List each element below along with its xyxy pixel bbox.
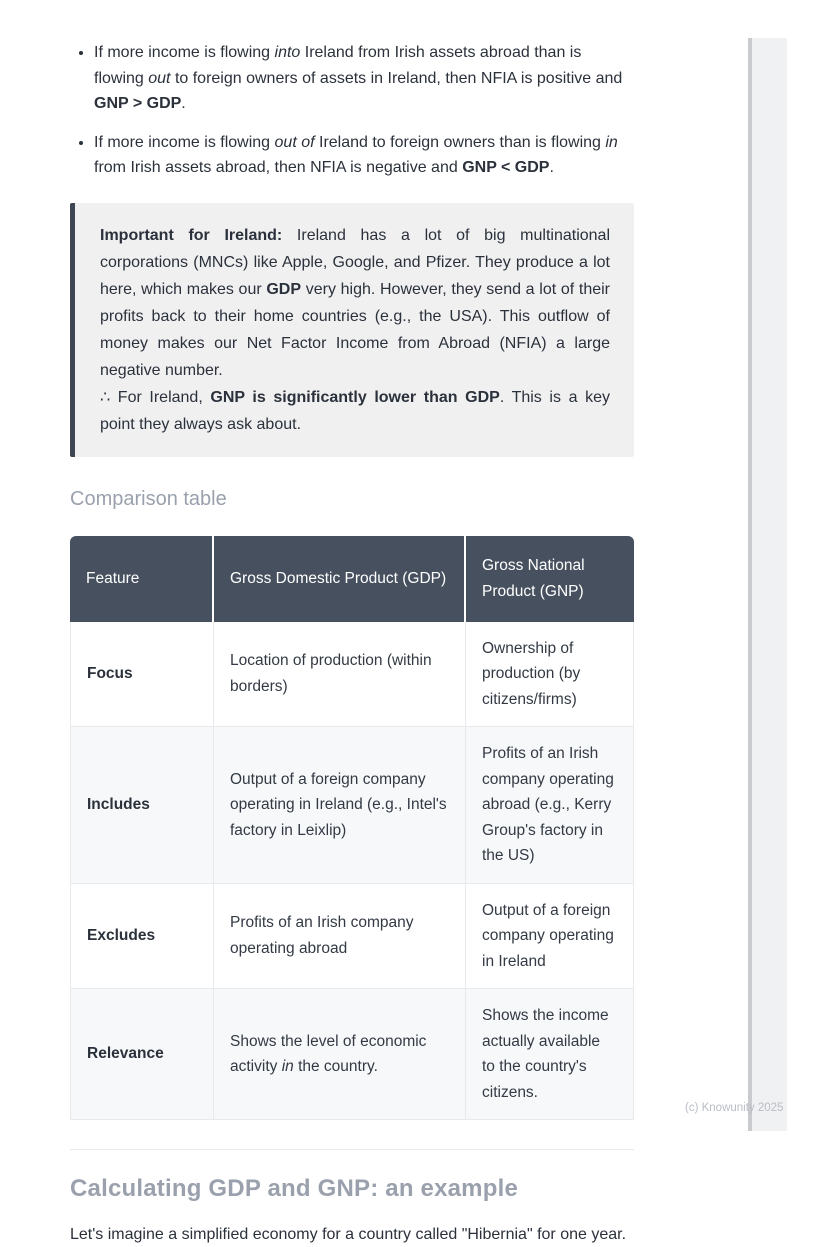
comparison-table-heading: Comparison table bbox=[70, 487, 227, 510]
column-header-gdp: Gross Domestic Product (GDP) bbox=[214, 536, 466, 622]
cell-focus-gdp: Location of production (within borders) bbox=[214, 622, 466, 728]
gdp-gnp-comparison-table bbox=[70, 536, 634, 1121]
nfia-bullet-list bbox=[70, 40, 634, 181]
calculating-example-heading: Calculating GDP and GNP: an example bbox=[70, 1175, 518, 1202]
bullet-nfia-negative: • If more income is flowing out of Ireland to foreign owners than is flowing in from Irish assets abroad, then NFIA is negative and GNP < GDP. bbox=[94, 130, 634, 181]
example-intro-paragraph: Let's imagine a simplified economy for a country called "Hibernia" for one year. bbox=[70, 1226, 627, 1243]
cell-focus-gnp: Ownership of production (by citizens/firms) bbox=[466, 622, 634, 728]
cell-excludes-gnp: Output of a foreign company operating in Ireland bbox=[466, 884, 634, 990]
bullet-nfia-positive: • If more income is flowing into Ireland from Irish assets abroad than is flowing out to foreign owners of assets in Ireland, then NFIA is positive and GNP > GDP. bbox=[94, 40, 634, 117]
row-label-relevance: Relevance bbox=[70, 989, 214, 1120]
row-label-includes: Includes bbox=[70, 727, 214, 884]
vertical-scrollbar[interactable] bbox=[748, 38, 787, 1131]
important-for-ireland-callout: Important for Ireland: Ireland has a lot of big multinational corporations (MNCs) like Apple, Google, and Pfizer. They produce a lot here, which makes our GDP very high. However, they send a lot of their profits back to their home countries (e.g., the USA). This outflow of money makes our Net Factor Income from Abroad (NFIA) a large negative number. ∴ For Ireland, GNP is significantly lower than GDP. This is a key point they always ask about. bbox=[70, 203, 634, 457]
table-row bbox=[70, 727, 634, 884]
section-divider bbox=[70, 1149, 634, 1150]
cell-relevance-gdp: Shows the level of economic activity in the country. bbox=[214, 989, 466, 1120]
column-header-feature: Feature bbox=[70, 536, 214, 622]
row-label-excludes: Excludes bbox=[70, 884, 214, 990]
document-page bbox=[70, 0, 634, 1247]
table-row bbox=[70, 989, 634, 1120]
column-header-gnp: Gross National Product (GNP) bbox=[466, 536, 634, 622]
cell-relevance-gnp: Shows the income actually available to the country's citizens. bbox=[466, 989, 634, 1120]
cell-includes-gdp: Output of a foreign company operating in Ireland (e.g., Intel's factory in Leixlip) bbox=[214, 727, 466, 884]
row-label-focus: Focus bbox=[70, 622, 214, 728]
knowunity-watermark: (c) Knowunity 2025 bbox=[685, 1102, 784, 1114]
cell-includes-gnp: Profits of an Irish company operating abroad (e.g., Kerry Group's factory in the US) bbox=[466, 727, 634, 884]
cell-excludes-gdp: Profits of an Irish company operating abroad bbox=[214, 884, 466, 990]
table-row bbox=[70, 622, 634, 728]
table-header-row bbox=[70, 536, 634, 622]
table-row bbox=[70, 884, 634, 990]
